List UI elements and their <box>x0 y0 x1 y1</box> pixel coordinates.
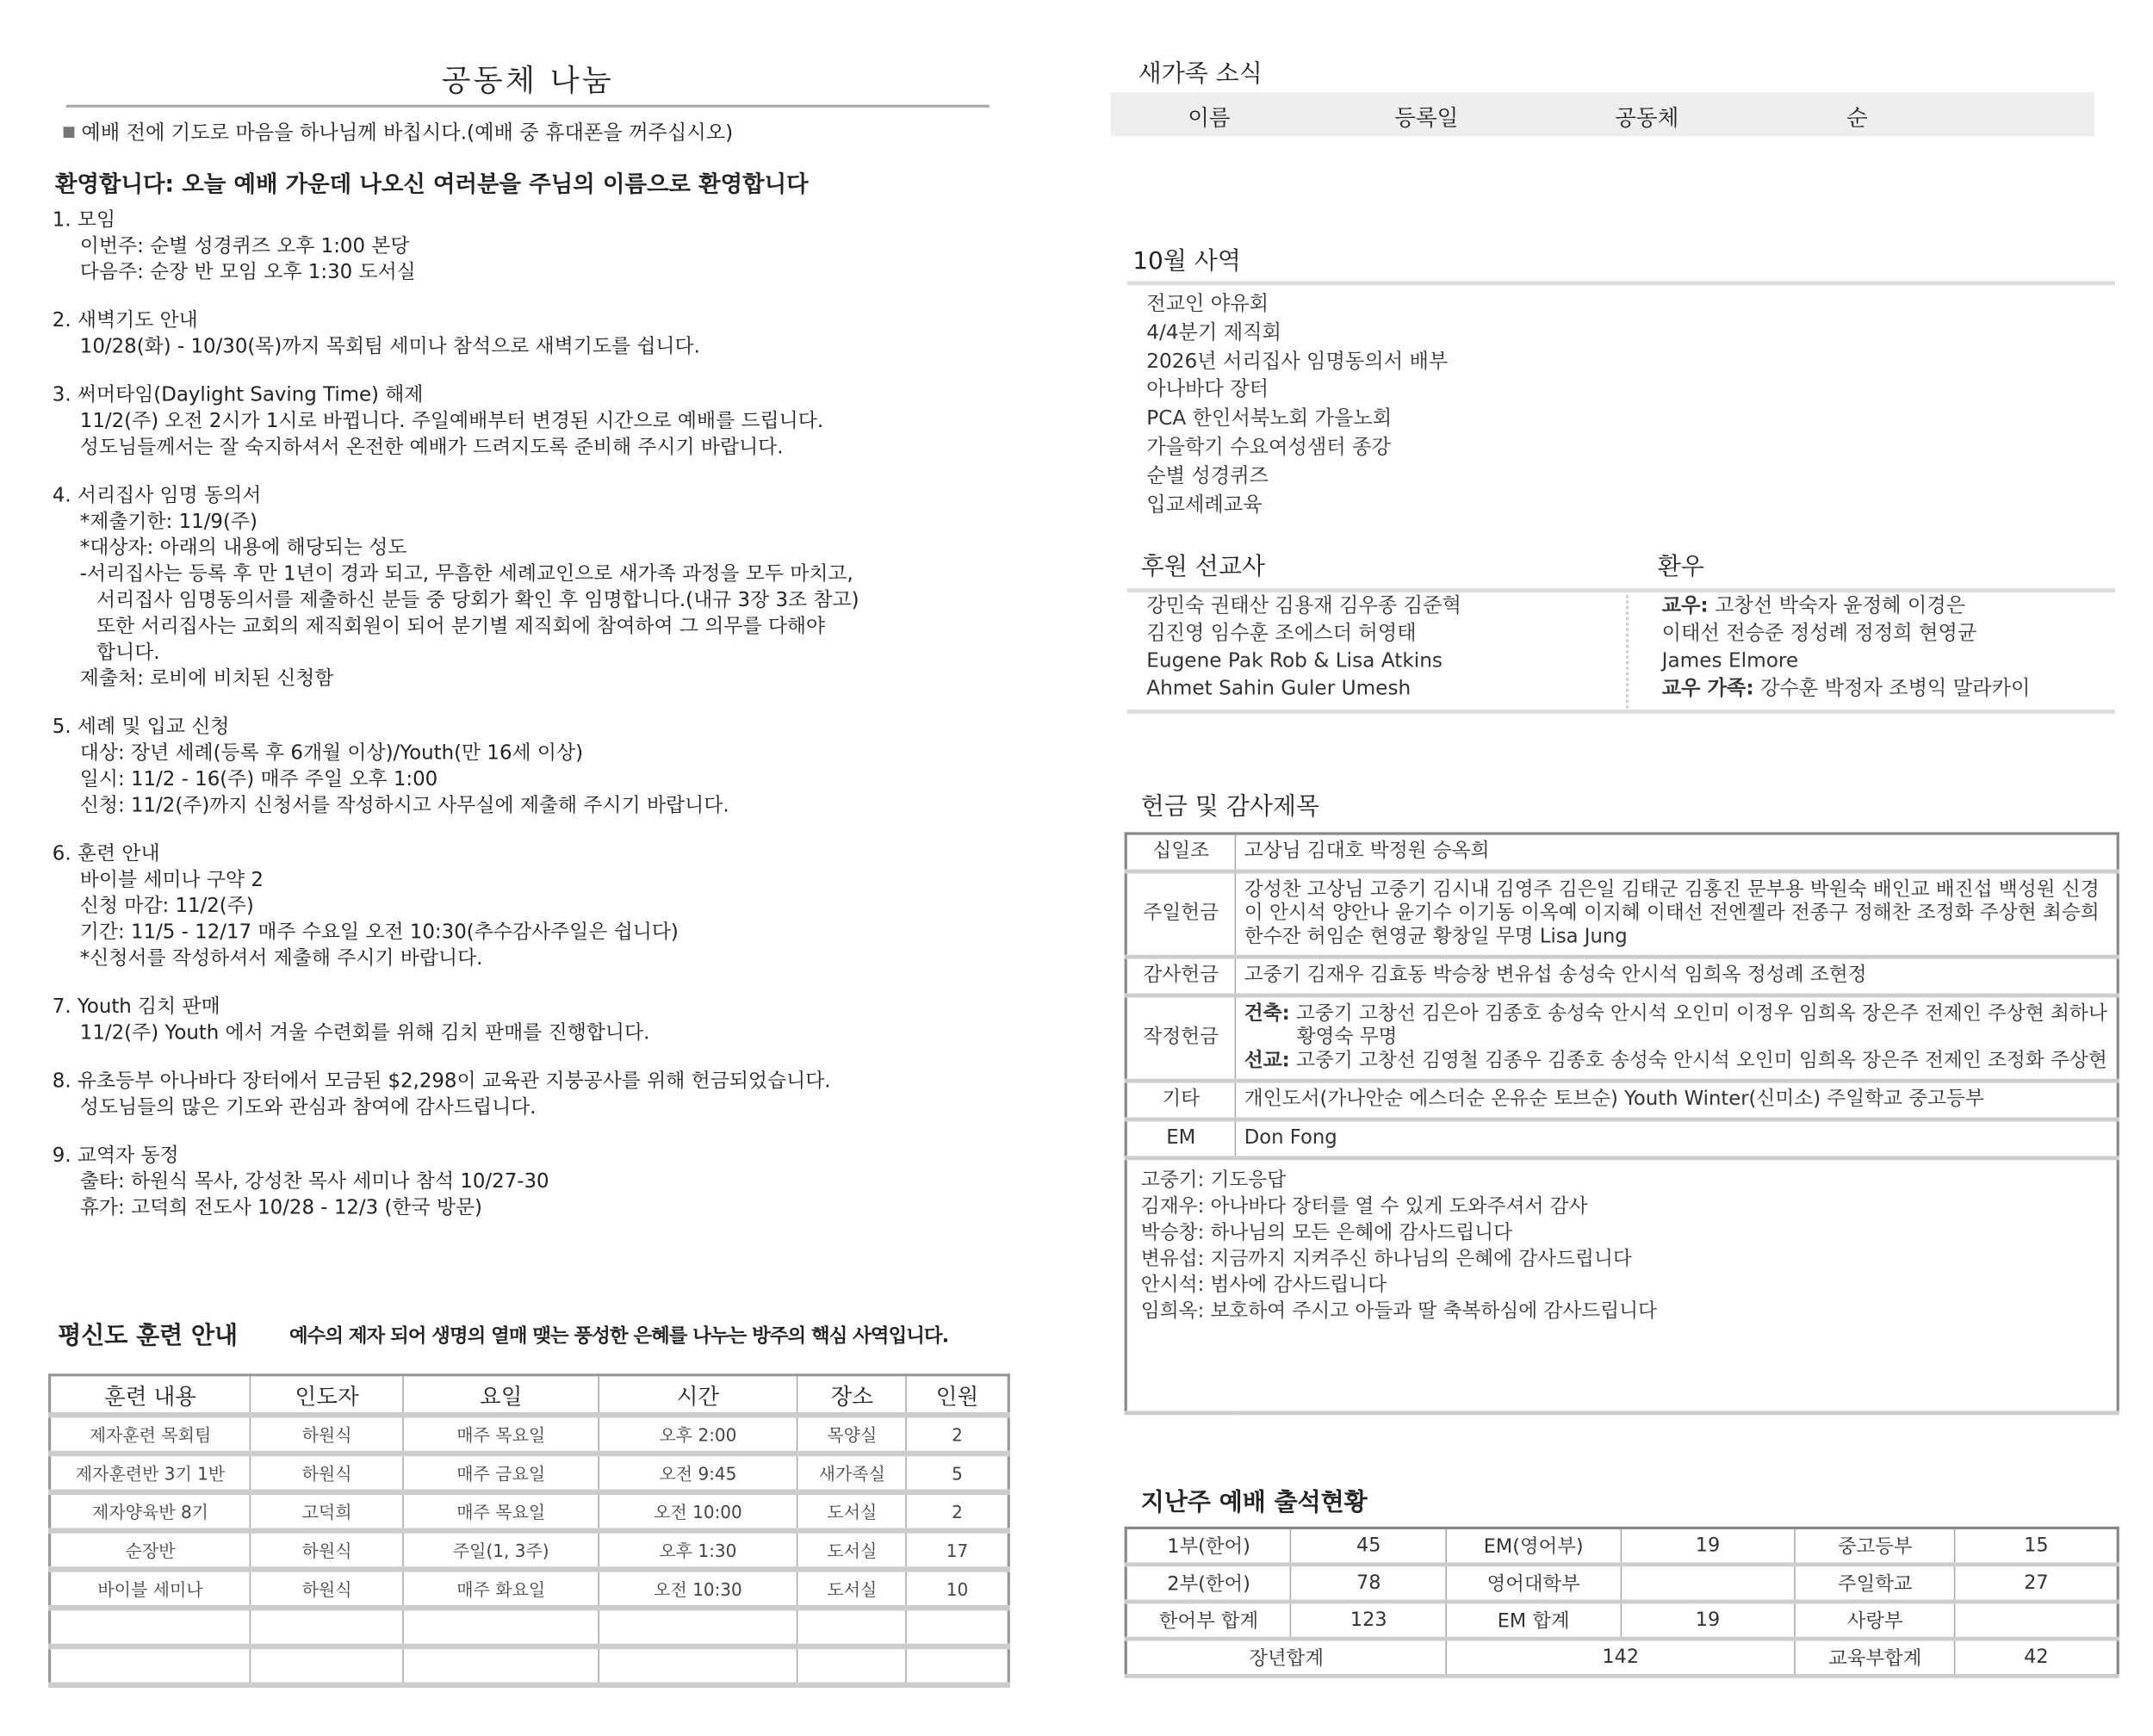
table-row <box>1126 871 2118 957</box>
announcement-line: 출타: 하원식 목사, 강성찬 목사 세미나 참석 10/27-30 <box>79 1171 549 1194</box>
announcement-item <box>53 1144 1017 1222</box>
october-item: 순별 성경퀴즈 <box>1146 465 1269 488</box>
empty-row <box>50 1646 1009 1685</box>
training-cell: 5 <box>907 1454 1009 1492</box>
empty-cell <box>907 1608 1009 1646</box>
training-cell: 오전 10:30 <box>599 1569 797 1608</box>
training-cell: 하원식 <box>251 1569 404 1608</box>
training-cell: 매주 화요일 <box>404 1569 599 1608</box>
column-divider <box>1626 595 1629 708</box>
announcement-line: 성도님들의 많은 기도와 관심과 참여에 감사드립니다. <box>79 1096 537 1119</box>
prayer-row <box>1126 1158 2118 1413</box>
patient-names: James Elmore <box>1661 650 1799 673</box>
october-item: 입교세례교육 <box>1146 493 1263 517</box>
announcement-title: 9. 교역자 동정 <box>52 1144 179 1168</box>
empty-cell <box>797 1608 907 1646</box>
announcement-line: 신청: 11/2(주)까지 신청서를 작성하시고 사무실에 제출해 주시기 바랍니다. <box>79 795 729 817</box>
col-community: 공동체 <box>1615 104 1679 131</box>
training-cell: 하원식 <box>251 1531 404 1570</box>
offering-names: 개인도서(가나안순 에스더순 온유순 토브순) Youth Winter(신미소) 주일학교 중고등부 <box>1235 1081 2118 1119</box>
total-row <box>1126 1639 2118 1676</box>
attendance-count: 19 <box>1621 1602 1795 1639</box>
empty-cell <box>599 1608 797 1646</box>
announcement-item <box>53 842 1017 973</box>
announcement-title: 8. 유초등부 아나바다 장터에서 모금된 $2,298이 교육관 지붕공사를 위해 헌금되었습니다. <box>52 1070 831 1093</box>
offering-names <box>1235 995 2118 1081</box>
offering-names: 고중기 김재우 김효동 박승창 변유섭 송성숙 안시석 임희옥 정성례 조현정 <box>1235 957 2118 995</box>
missionary-line: Ahmet Sahin Guler Umesh <box>1146 678 1412 700</box>
patients-list <box>1662 592 2031 703</box>
offering-title: 헌금 및 감사제목 <box>1140 793 1319 822</box>
empty-cell <box>251 1608 404 1646</box>
patient-line <box>1662 620 2031 648</box>
announcement-title: 4. 서리집사 임명 동의서 <box>52 485 262 507</box>
training-cell: 오전 10:00 <box>599 1492 797 1531</box>
page-title: 공동체 나눔 <box>441 65 614 100</box>
training-cell: 하원식 <box>251 1415 404 1454</box>
table-row <box>1126 1602 2118 1639</box>
training-cell: 2 <box>907 1415 1009 1454</box>
empty-cell <box>50 1608 251 1646</box>
announcement-line: 휴가: 고덕희 전도사 10/28 - 12/3 (한국 방문) <box>79 1197 482 1219</box>
training-cell: 매주 금요일 <box>404 1454 599 1492</box>
training-cell: 도서실 <box>797 1492 907 1531</box>
announcement-title: 7. Youth 김치 판매 <box>52 995 220 1019</box>
attendance-count: 45 <box>1291 1528 1446 1564</box>
worship-notice <box>64 117 734 146</box>
offering-names: 강성찬 고상님 고중기 김시내 김영주 김은일 김태군 김홍진 문부용 박원숙 배인교 배진섭 백성원 신경이 안시석 양안나 윤기수 이기동 이옥예 이지혜 이태선 전엔젤라 전종구 정해찬 조정화 주상현 최승희 한수잔 허임순 현영균 황창일 무명 Lisa Jung <box>1235 871 2118 957</box>
october-item: 4/4분기 제직회 <box>1146 322 1281 344</box>
attendance-label: EM 합계 <box>1446 1602 1621 1639</box>
announcement-line: *신청서를 작성하셔서 제출해 주시기 바랍니다. <box>79 947 483 970</box>
training-cell: 제자훈련반 3기 1반 <box>50 1454 251 1492</box>
announcement-line: 일시: 11/2 - 16(주) 매주 주일 오후 1:00 <box>79 768 438 791</box>
announcement-item <box>53 308 1017 361</box>
square-bullet-icon <box>64 127 75 138</box>
patient-names: 강수훈 박정자 조병익 말라카이 <box>1753 678 2031 700</box>
patient-line <box>1662 648 2031 675</box>
announcement-item <box>53 1070 1017 1122</box>
training-header: 인원 <box>907 1375 1009 1415</box>
empty-cell <box>404 1646 599 1685</box>
announcement-list <box>53 208 1017 1244</box>
training-cell: 하원식 <box>251 1454 404 1492</box>
announcement-line: *제출기한: 11/9(주) <box>79 511 257 534</box>
prayer-item: 고중기: 기도응답 <box>1140 1169 1287 1192</box>
pledge-type: 선교: <box>1244 1050 1290 1072</box>
pledge-line <box>1244 1003 2108 1050</box>
october-item: 가을학기 수요여성샘터 종강 <box>1146 437 1391 459</box>
announcement-line: 바이블 세미나 구약 2 <box>79 869 264 892</box>
offering-label: 주일헌금 <box>1126 871 1235 957</box>
announcement-line: 11/2(주) 오전 2시가 1시로 바뀝니다. 주일예배부터 변경된 시간으로 예배를 드립니다. <box>79 410 824 433</box>
divider <box>1127 281 2115 285</box>
october-item: PCA 한인서북노회 가을노회 <box>1146 407 1393 431</box>
attendance-label: 교육부합계 <box>1795 1639 1955 1676</box>
prayer-item: 박승창: 하나님의 모든 은혜에 감사드립니다 <box>1140 1222 1513 1244</box>
training-cell: 주일(1, 3주) <box>404 1531 599 1570</box>
attendance-label: 장년합계 <box>1126 1639 1446 1676</box>
patient-line <box>1662 675 2031 703</box>
missionaries-title: 후원 선교사 <box>1140 554 1265 582</box>
training-header: 장소 <box>797 1375 907 1415</box>
table-row <box>1126 957 2118 995</box>
announcement-item <box>53 208 1017 287</box>
training-header: 요일 <box>404 1375 599 1415</box>
announcement-item <box>53 484 1017 693</box>
col-registered: 등록일 <box>1394 104 1459 131</box>
empty-row <box>50 1608 1009 1646</box>
attendance-count: 42 <box>1955 1639 2118 1676</box>
training-cell: 새가족실 <box>797 1454 907 1492</box>
announcement-line: 성도님들께서는 잘 숙지하셔서 온전한 예배가 드려지도록 준비해 주시기 바랍니다. <box>79 437 784 459</box>
announcement-title: 1. 모임 <box>52 209 116 232</box>
prayer-item: 변유섭: 지금까지 지켜주신 하나님의 은혜에 감사드립니다 <box>1140 1248 1632 1271</box>
pledge-names: 고중기 고창선 김영철 김종우 김종호 송성숙 안시석 오인미 임희옥 장은주 전제인 조정화 주상현 <box>1289 1050 2107 1072</box>
table-row <box>1126 1528 2118 1564</box>
table-row <box>50 1569 1009 1608</box>
notice-text: 예배 전에 기도로 마음을 하나님께 바칩시다.(예배 중 휴대폰을 꺼주십시오) <box>81 122 734 145</box>
training-cell: 도서실 <box>797 1531 907 1570</box>
table-row <box>50 1454 1009 1492</box>
announcement-title: 6. 훈련 안내 <box>52 843 160 865</box>
attendance-label: 영어대학부 <box>1446 1565 1621 1602</box>
missionary-line: 김진영 임수훈 조에스더 허영태 <box>1146 623 1417 645</box>
offering-table <box>1125 832 2119 1415</box>
october-item: 아나바다 장터 <box>1146 379 1269 402</box>
patient-label: 교우 가족: <box>1661 678 1754 700</box>
welcome-message: 환영합니다: 오늘 예배 가운데 나오신 여러분을 주님의 이름으로 환영합니다 <box>55 170 809 197</box>
attendance-count <box>1955 1602 2118 1639</box>
missionaries-list <box>1146 592 1461 703</box>
prayer-requests <box>1126 1158 2118 1413</box>
offering-names: 고상님 김대호 박정원 승옥희 <box>1235 834 2118 871</box>
offering-label: EM <box>1126 1119 1235 1158</box>
col-name: 이름 <box>1188 104 1231 131</box>
training-header: 훈련 내용 <box>50 1375 251 1415</box>
announcement-line: 대상: 장년 세례(등록 후 6개월 이상)/Youth(만 16세 이상) <box>79 742 584 765</box>
announcement-title: 2. 새벽기도 안내 <box>52 310 198 332</box>
patients-title: 환우 <box>1657 554 1704 582</box>
empty-cell <box>907 1646 1009 1685</box>
announcement-line: -서리집사는 등록 후 만 1년이 경과 되고, 무흠한 세례교인으로 새가족 과정을 모두 마치고, <box>79 563 853 586</box>
training-cell: 목양실 <box>797 1415 907 1454</box>
training-cell: 순장반 <box>50 1531 251 1570</box>
training-subtitle: 예수의 제자 되어 생명의 열매 맺는 풍성한 은혜를 나누는 방주의 핵심 사역입니다. <box>289 1325 949 1348</box>
announcement-line: 제출처: 로비에 비치된 신청함 <box>79 668 334 691</box>
offering-label: 작정헌금 <box>1126 995 1235 1081</box>
attendance-label: 중고등부 <box>1795 1528 1955 1564</box>
pledge-line <box>1244 1050 2108 1073</box>
training-cell: 고덕희 <box>251 1492 404 1531</box>
table-row <box>50 1531 1009 1570</box>
training-cell: 바이블 세미나 <box>50 1569 251 1608</box>
training-cell: 제자양육반 8기 <box>50 1492 251 1531</box>
offering-label: 감사헌금 <box>1126 957 1235 995</box>
attendance-label: EM(영어부) <box>1446 1528 1621 1564</box>
announcement-line: 또한 서리집사는 교회의 제직회원이 되어 분기별 제직회에 참여하여 그 의무를 다해야 <box>96 616 826 638</box>
announcement-line: *대상자: 아래의 내용에 해당되는 성도 <box>79 537 407 560</box>
announcement-line: 신청 마감: 11/2(주) <box>79 896 254 918</box>
attendance-count: 27 <box>1955 1565 2118 1602</box>
training-cell: 매주 목요일 <box>404 1492 599 1531</box>
attendance-label: 1부(한어) <box>1126 1528 1291 1564</box>
offering-label: 기타 <box>1126 1081 1235 1119</box>
training-cell: 10 <box>907 1569 1009 1608</box>
attendance-label: 주일학교 <box>1795 1565 1955 1602</box>
prayer-item: 김재우: 아나바다 장터를 열 수 있게 도와주셔서 감사 <box>1140 1195 1588 1218</box>
training-cell: 매주 목요일 <box>404 1415 599 1454</box>
announcement-item <box>53 383 1017 462</box>
attendance-count: 123 <box>1291 1602 1446 1639</box>
table-row <box>1126 1565 2118 1602</box>
announcement-title: 5. 세례 및 입교 신청 <box>52 716 230 739</box>
table-row <box>1126 1119 2118 1158</box>
october-list <box>1146 291 1448 520</box>
patient-line <box>1662 592 2031 620</box>
offering-names: Don Fong <box>1235 1119 2118 1158</box>
training-title: 평신도 훈련 안내 <box>58 1323 239 1350</box>
table-row <box>1126 1081 2118 1119</box>
new-family-header <box>1111 92 2094 136</box>
announcement-line: 합니다. <box>96 642 160 665</box>
october-title: 10월 사역 <box>1132 248 1241 276</box>
announcement-line: 서리집사 임명동의서를 제출하신 분들 중 당회가 확인 후 임명합니다.(내규 3장 3조 참고) <box>96 589 859 612</box>
patient-names: 이태선 전승준 정성례 정정희 현영균 <box>1661 623 1977 645</box>
pledge-type: 건축: <box>1244 1002 1290 1026</box>
missionary-line: Eugene Pak Rob & Lisa Atkins <box>1146 650 1443 673</box>
attendance-title: 지난주 예배 출석현황 <box>1140 1489 1368 1517</box>
table-row <box>1126 834 2118 871</box>
training-cell: 오후 2:00 <box>599 1415 797 1454</box>
table-row <box>50 1415 1009 1454</box>
october-item: 전교인 야유회 <box>1146 293 1269 316</box>
offering-label: 십일조 <box>1126 834 1235 871</box>
empty-cell <box>599 1646 797 1685</box>
prayer-item: 임희옥: 보호하여 주시고 아들과 딸 축복하심에 감사드립니다 <box>1140 1300 1657 1323</box>
announcement-title: 3. 써머타임(Daylight Saving Time) 해제 <box>52 384 424 406</box>
attendance-table <box>1125 1527 2119 1678</box>
training-header: 인도자 <box>251 1375 404 1415</box>
announcement-item <box>53 715 1017 820</box>
patient-label: 교우: <box>1661 595 1709 617</box>
attendance-count: 142 <box>1446 1639 1795 1676</box>
attendance-count: 19 <box>1621 1528 1795 1564</box>
table-row <box>1126 995 2118 1081</box>
training-table <box>48 1373 1010 1688</box>
title-divider <box>66 105 990 108</box>
patient-names: 고창선 박숙자 윤정혜 이경은 <box>1708 595 1966 617</box>
attendance-count: 78 <box>1291 1565 1446 1602</box>
empty-cell <box>251 1646 404 1685</box>
new-family-title: 새가족 소식 <box>1138 60 1263 89</box>
training-cell: 17 <box>907 1531 1009 1570</box>
empty-cell <box>797 1646 907 1685</box>
announcement-line: 10/28(화) - 10/30(목)까지 목회팀 세미나 참석으로 새벽기도를 쉽니다. <box>79 336 700 358</box>
training-cell: 오후 1:30 <box>599 1531 797 1570</box>
attendance-count <box>1621 1565 1795 1602</box>
empty-cell <box>404 1608 599 1646</box>
training-cell: 2 <box>907 1492 1009 1531</box>
training-cell: 오전 9:45 <box>599 1454 797 1492</box>
announcement-line: 다음주: 순장 반 모임 오후 1:30 도서실 <box>79 262 416 284</box>
attendance-label: 사랑부 <box>1795 1602 1955 1639</box>
october-item: 2026년 서리집사 임명동의서 배부 <box>1146 350 1449 373</box>
training-header: 시간 <box>599 1375 797 1415</box>
attendance-label: 2부(한어) <box>1126 1565 1291 1602</box>
training-cell: 제자훈련 목회팀 <box>50 1415 251 1454</box>
pledge-names: 고중기 고창선 김은아 김종호 송성숙 안시석 오인미 이정우 임희옥 장은주 전제인 주상현 최하나 황영숙 무명 <box>1289 1002 2107 1049</box>
announcement-line: 이번주: 순별 성경퀴즈 오후 1:00 본당 <box>79 235 410 258</box>
attendance-count: 15 <box>1955 1528 2118 1564</box>
missionary-line: 강민숙 권태산 김용재 김우종 김준혁 <box>1146 595 1461 617</box>
prayer-item: 안시석: 범사에 감사드립니다 <box>1140 1274 1387 1297</box>
announcement-item <box>53 995 1017 1047</box>
announcement-line: 11/2(주) Youth 에서 겨울 수련회를 위해 김치 판매를 진행합니다. <box>79 1022 650 1045</box>
training-cell: 도서실 <box>797 1569 907 1608</box>
divider <box>1127 710 2115 714</box>
empty-cell <box>50 1646 251 1685</box>
announcement-line: 기간: 11/5 - 12/17 매주 수요일 오전 10:30(추수감사주일은 쉽니다) <box>79 921 679 944</box>
col-group: 순 <box>1846 104 1868 131</box>
attendance-label: 한어부 합계 <box>1126 1602 1291 1639</box>
table-row <box>50 1492 1009 1531</box>
